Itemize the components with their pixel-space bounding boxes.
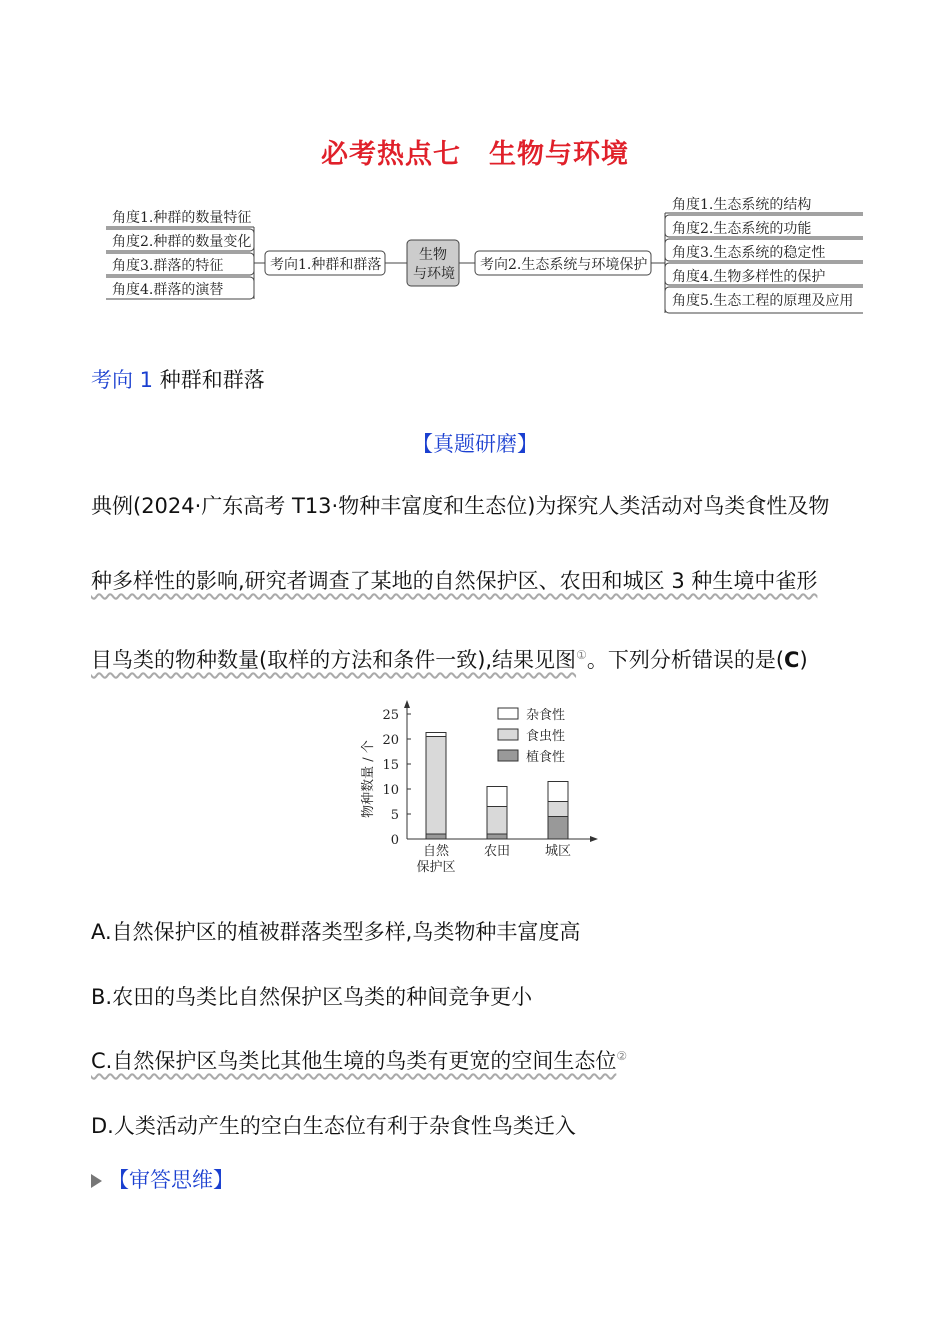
bar-segment [487, 787, 507, 807]
expand-triangle-icon[interactable] [91, 1174, 102, 1188]
bar-segment [487, 834, 507, 839]
legend-swatch [498, 729, 518, 740]
bar-segment [426, 733, 446, 737]
option-a[interactable]: A.自然保护区的植被群落类型多样,鸟类物种丰富度高 [91, 920, 581, 944]
mindmap-left-item: 角度4.群落的演替 [112, 282, 224, 298]
mindmap-center-line: 生物 [419, 247, 447, 263]
option-d[interactable]: D.人类活动产生的空白生态位有利于杂食性鸟类迁入 [91, 1114, 576, 1138]
mindmap-right-item: 角度3.生态系统的稳定性 [672, 245, 826, 261]
x-tick-label: 保护区 [416, 860, 456, 875]
option-c-text: C.自然保护区鸟类比其他生境的鸟类有更宽的空间生态位 [91, 1049, 617, 1073]
question-line-2: 种多样性的影响,研究者调查了某地的自然保护区、农田和城区 3 种生境中雀形 [91, 569, 818, 593]
y-axis-label: 物种数量 / 个 [361, 740, 376, 818]
mindmap-right-item: 角度5.生态工程的原理及应用 [672, 293, 854, 309]
y-tick-label: 20 [382, 733, 399, 748]
x-tick-label: 农田 [483, 844, 511, 859]
mindmap-right-item: 角度2.生态系统的功能 [672, 221, 812, 237]
y-tick-label: 25 [382, 708, 399, 723]
section-prefix: 考向 1 [91, 368, 154, 392]
mindmap-center-line: 与环境 [413, 266, 455, 282]
question-close: ) [799, 648, 808, 672]
bar-segment [426, 737, 446, 835]
mindmap-right-item: 角度4.生物多样性的保护 [672, 269, 826, 285]
legend-label: 食虫性 [526, 729, 566, 744]
y-tick-label: 10 [382, 783, 399, 798]
question-line-3-tail: 。下列分析错误的是( [586, 648, 785, 672]
bar-segment [426, 834, 446, 839]
y-tick-label: 0 [390, 833, 399, 848]
page-title: 必考热点七 生物与环境 [321, 139, 629, 170]
section-label: 种群和群落 [159, 368, 265, 392]
mindmap-right-hub: 考向2.生态系统与环境保护 [480, 257, 648, 273]
mind-map [0, 190, 950, 320]
mindmap-left-item: 角度3.群落的特征 [112, 258, 224, 274]
mindmap-left-item: 角度2.种群的数量变化 [112, 234, 252, 250]
option-b[interactable]: B.农田的鸟类比自然保护区鸟类的种间竞争更小 [91, 985, 533, 1009]
bar-segment [487, 807, 507, 835]
question-line-3 [91, 643, 871, 672]
legend-swatch [498, 750, 518, 761]
bar-segment [548, 802, 568, 817]
legend-swatch [498, 708, 518, 719]
question-line-1: 典例(2024·广东高考 T13·物种丰富度和生态位)为探究人类活动对鸟类食性及物 [91, 494, 830, 518]
thinking-toggle[interactable] [91, 1164, 234, 1194]
mindmap-right-item: 角度1.生态系统的结构 [672, 197, 812, 213]
option-c[interactable] [91, 1045, 627, 1075]
mindmap-left-item: 角度1.种群的数量特征 [112, 210, 252, 226]
legend-label: 植食性 [526, 750, 566, 765]
y-axis-arrow [404, 700, 410, 708]
mindmap-left-hub: 考向1.种群和群落 [270, 257, 382, 273]
section-heading [91, 364, 265, 394]
annotation-mark[interactable]: ① [576, 648, 587, 662]
bar-segment [548, 817, 568, 840]
x-axis-arrow [590, 836, 598, 842]
mindmap-right-items [665, 196, 863, 313]
answer: C [784, 648, 800, 672]
mindmap-left-items [106, 209, 265, 299]
bar-chart [350, 696, 610, 881]
bar-segment [548, 782, 568, 802]
legend-label: 杂食性 [526, 708, 566, 723]
x-tick-label: 自然 [422, 844, 450, 859]
x-tick-label: 城区 [544, 844, 572, 859]
y-tick-label: 5 [390, 808, 399, 823]
question-line-3-text: 目鸟类的物种数量(取样的方法和条件一致),结果见图 [91, 648, 577, 672]
thinking-label: 【审答思维】 [108, 1168, 234, 1192]
subheading: 【真题研磨】 [412, 432, 538, 456]
annotation-mark[interactable]: ② [616, 1049, 628, 1063]
y-tick-label: 15 [382, 758, 399, 773]
